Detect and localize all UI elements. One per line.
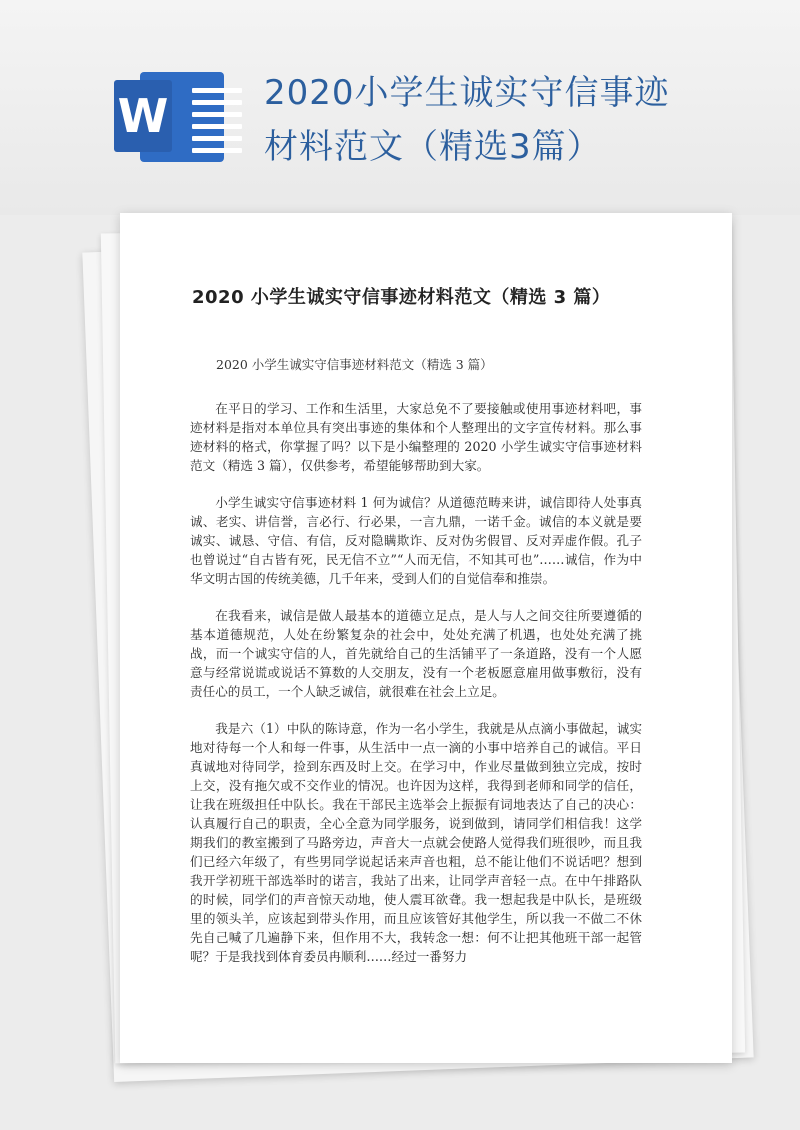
header-banner [0, 0, 800, 215]
document-title: 2020 小学生诚实守信事迹材料范文（精选 3 篇） [192, 287, 611, 308]
paragraph-opinion: 在我看来，诚信是做人最基本的道德立足点，是人与人之间交往所要遵循的基本道德规范，人处在纷繁复杂的社会中，处处充满了机遇，也处处充满了挑战，而一个诚实守信的人，首先就给自己的生活铺平了一条道路，没有一个人愿意与经常说谎或说话不算数的人交朋友，没有一个老板愿意雇用做事敷衍，没有责任心的员工，一个人缺乏诚信，就很难在社会上立足。 [190, 608, 642, 699]
document-subtitle: 2020 小学生诚实守信事迹材料范文（精选 3 篇） [216, 357, 493, 372]
word-document-icon [114, 70, 224, 165]
paragraph-intro: 在平日的学习、工作和生活里，大家总免不了要接触或使用事迹材料吧，事迹材料是指对本单位具有突出事迹的集体和个人整理出的文字宣传材料。那么事迹材料的格式，你掌握了吗？以下是小编整理的 2020 小学生诚实守信事迹材料范文（精选 3 篇），仅供参考，希望能够帮助到大家。 [190, 401, 642, 473]
word-icon-letter: W [114, 80, 172, 152]
header-title: 2020小学生诚实守信事迹材料范文（精选3篇） [264, 73, 670, 167]
paragraph-material-1: 小学生诚实守信事迹材料 1 何为诚信？从道德范畴来讲，诚信即待人处事真诚、老实、讲信誉，言必行、行必果，一言九鼎，一诺千金。诚信的本义就是要诚实、诚恳、守信、有信，反对隐瞒欺诈、反对伪劣假冒、反对弄虚作假。孔子也曾说过“自古皆有死，民无信不立”“人而无信，不知其可也”……诚信，作为中华文明古国的传统美德，几千年来，受到人们的自觉信奉和推崇。 [190, 495, 642, 586]
paragraph-story: 我是六（1）中队的陈诗意，作为一名小学生，我就是从点滴小事做起，诚实地对待每一个人和每一件事，从生活中一点一滴的小事中培养自己的诚信。平日真诚地对待同学，捡到东西及时上交。在学习中，作业尽量做到独立完成，按时上交，没有拖欠或不交作业的情况。也许因为这样，我得到老师和同学的信任，让我在班级担任中队长。我在干部民主选举会上振振有词地表达了自己的决心：认真履行自己的职责，全心全意为同学服务，说到做到，请同学们相信我！这学期我们的教室搬到了马路旁边，声音大一点就会使路人觉得我们班很吵，而且我们已经六年级了，有些男同学说起话来声音也粗，总不能让他们不说话吧？想到我开学初班干部选举时的诺言，我站了出来，让同学声音轻一点。在中午排路队的时候，同学们的声音惊天动地，使人震耳欲聋。我一想起我是中队长，是班级里的领头羊，应该起到带头作用，而且应该管好其他学生，所以我一不做二不休先自己喊了几遍静下来，但作用不大，我转念一想：何不让把其他班干部一起管呢？于是我找到体育委员冉顺利……经过一番努力 [190, 721, 642, 964]
document-page [120, 213, 732, 1063]
document-body [190, 399, 642, 984]
word-icon-lines [192, 88, 242, 160]
